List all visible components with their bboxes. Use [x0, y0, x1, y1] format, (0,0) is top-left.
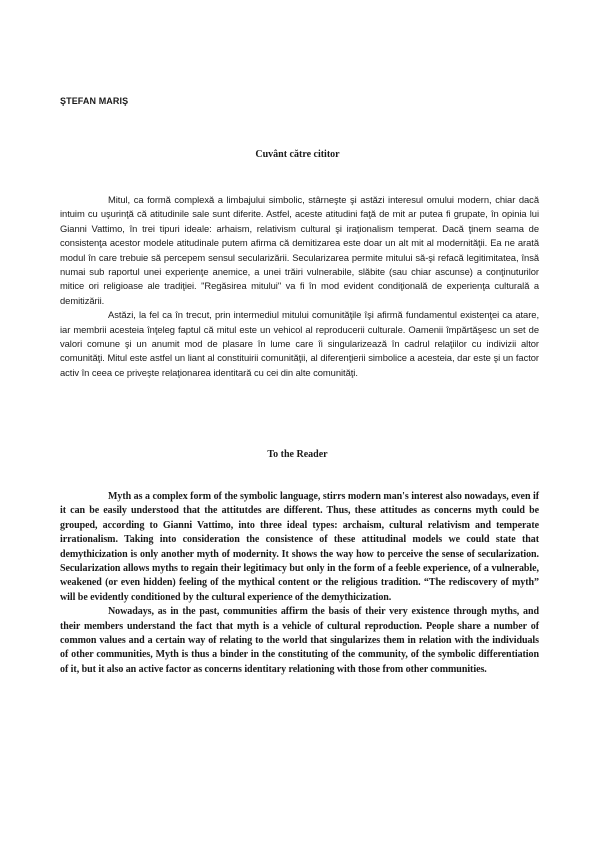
english-body	[60, 490, 539, 677]
english-section-title: To the Reader	[267, 449, 328, 460]
english-paragraph-1: Myth as a complex form of the symbolic language, stirrs modern man's interest also nowadays, even if it can be easily understood that the attitutdes are different. Thus, these attitudes as concerns myth could be grouped, according to Gianni Vattimo, into three ideal types: archaism, cultural relativism and temperate irrationalism. Taking into consideration the consistence of these attitudinal models we could state that demythicization is only another myth of modernity. It shows the way how to perceive the sense of secularization. Secularization allows myths to regain their legitimacy but only in the form of a feeble experience, of a vulnerable, weakened (or even hidden) feeling of the mythical content or the religious tradition. “The rediscovery of myth” will be evidently conditioned by the cultural experience of the demythicization.	[60, 491, 539, 603]
romanian-section-title: Cuvânt către cititor	[255, 149, 340, 160]
romanian-paragraph-1: Mitul, ca formă complexă a limbajului simbolic, stârneşte şi astăzi interesul omului modern, chiar dacă intuim cu uşurinţă că atitudinile sale sunt diferite. Astfel, aceste atitudini faţă de mit ar putea fi grupate, în opinia lui Gianni Vattimo, în trei tipuri ideale: arhaism, relativism cultural şi iraţionalism temperat. Dacă ţinem seama de consistenţa acestor modele atitudinale putem afirma că demitizarea este doar un alt mit al modernităţii. Ea ne arată modul în care trebuie să percepem sensul secularizării. Secularizarea permite mitului să-şi refacă legitimitatea, însă numai sub raportul unei experienţe anemice, a unei trăiri vulnerabile, slăbite (sau chiar ascunse) a conţinuturilor mitice ori religioase ale tradiţiei. "Regăsirea mitului" va fi în mod evident condiţională de experienţa culturală a demitizării.	[60, 194, 539, 306]
author-name: ŞTEFAN MARIŞ	[60, 96, 129, 106]
romanian-paragraph-2: Astăzi, la fel ca în trecut, prin intermediul mitului comunităţile îşi afirmă fundamentul existenţei ca atare, iar membrii acesteia înţeleg faptul că mitul este un vehicol al reproducerii culturale. Oamenii împărtăşesc un set de valori comune şi un anumit mod de plasare în lume care îi singularizează în cadrul relaţiilor cu indivizii altor comunităţi. Mitul este astfel un liant al constituirii comunităţii, al diferenţierii simbolice a acesteia, dar este şi un factor activ în ceea ce priveşte relaţionarea identitară cu cei din alte comunităţi.	[60, 309, 539, 378]
romanian-body	[60, 193, 539, 380]
english-paragraph-2: Nowadays, as in the past, communities affirm the basis of their very existence through myths, and their members understand the fact that myth is a vehicle of cultural reproduction. People share a number of common values and a certain way of relating to the world that singularizes them in relation with the individuals of other communities, Myth is thus a binder in the constituting of the community, of the symbolic differentiation of it, but it also an active factor as concerns identitary relationing with those from other communities.	[60, 606, 539, 675]
